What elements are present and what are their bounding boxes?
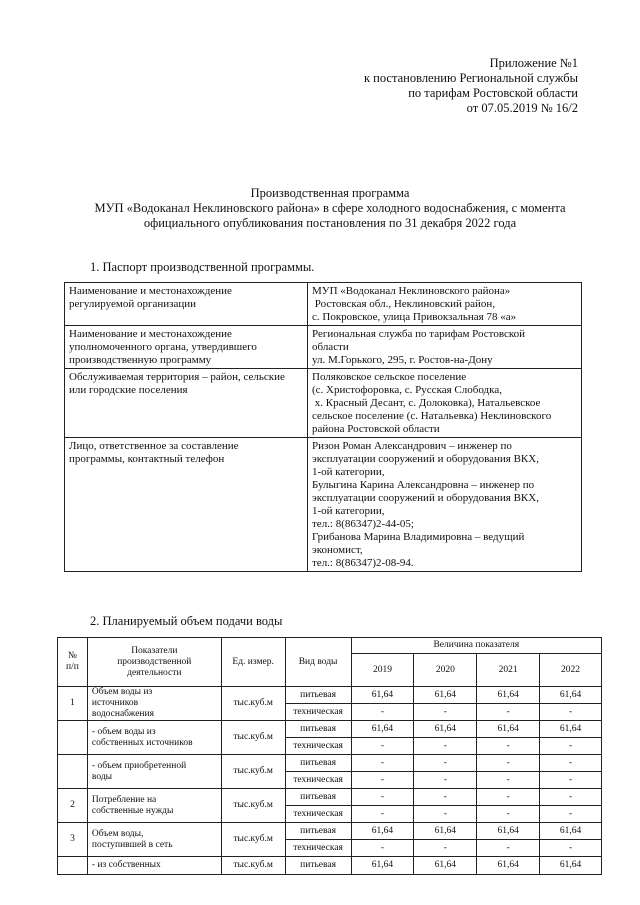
row-indicator-line: Объем воды из — [91, 687, 153, 697]
value-cell: - — [540, 738, 602, 755]
value-cell: - — [477, 755, 540, 772]
passport-value — [308, 283, 582, 326]
passport-value — [308, 438, 582, 572]
document-title — [60, 186, 600, 231]
passport-row — [65, 326, 582, 369]
header-year: 2019 — [351, 654, 414, 687]
value-cell: - — [540, 704, 602, 721]
header-indicator-line: деятельности — [127, 667, 182, 678]
passport-value-line: с. Покровское, улица Привокзальная 78 «а» — [312, 311, 517, 323]
passport-value-line: Ростовская обл., Неклиновский район, — [312, 298, 496, 310]
volume-row — [58, 789, 602, 806]
value-cell: 61,64 — [351, 687, 414, 704]
passport-label-line: Наименование и местонахождение — [69, 285, 232, 297]
value-cell: 61,64 — [540, 687, 602, 704]
appendix-line: по тарифам Ростовской области — [408, 86, 578, 100]
header-indicator-line: Показатели — [131, 645, 178, 656]
value-cell: - — [414, 806, 477, 823]
volume-row — [58, 687, 602, 704]
row-indicator — [87, 857, 221, 875]
row-unit: тыс.куб.м — [221, 857, 285, 875]
row-indicator — [87, 721, 221, 755]
passport-label-line: Лицо, ответственное за составление — [69, 440, 239, 452]
passport-value-line: 1-ой категории, — [312, 466, 385, 478]
row-num: 2 — [58, 789, 88, 823]
volume-row — [58, 823, 602, 840]
passport-row — [65, 283, 582, 326]
value-cell: 61,64 — [540, 857, 602, 875]
row-num: 3 — [58, 823, 88, 857]
passport-value-line: х. Красный Десант, с. Долоковка), Натальевское — [312, 397, 541, 409]
passport-row — [65, 438, 582, 572]
header-year: 2022 — [540, 654, 602, 687]
row-num — [58, 755, 88, 789]
passport-row — [65, 369, 582, 438]
header-indicator-line: производственной — [117, 656, 192, 667]
passport-value-line: эксплуатации сооружений и оборудования ВКХ, — [312, 453, 539, 465]
volume-row — [58, 755, 602, 772]
passport-value — [308, 326, 582, 369]
value-cell: - — [540, 755, 602, 772]
passport-value-line: 1-ой категории, — [312, 505, 385, 517]
passport-value-line: ул. М.Горького, 295, г. Ростов-на-Дону — [312, 354, 493, 366]
value-cell: - — [477, 772, 540, 789]
passport-label — [65, 283, 308, 326]
passport-label — [65, 438, 308, 572]
appendix-line: от 07.05.2019 № 16/2 — [466, 101, 578, 115]
passport-value-line: Ризон Роман Александрович – инженер по — [312, 440, 512, 452]
row-indicator-line: поступившей в сеть — [91, 839, 173, 850]
passport-value-line: экономист, — [312, 544, 363, 556]
row-indicator-line: собственные нужды — [91, 805, 174, 816]
row-indicator-line: - объем воды из — [91, 726, 156, 737]
row-unit: тыс.куб.м — [221, 823, 285, 857]
passport-value-line: Региональная служба по тарифам Ростовской — [312, 328, 526, 340]
header-indicator — [87, 638, 221, 687]
value-cell: - — [540, 840, 602, 857]
appendix-header — [364, 56, 578, 116]
title-line: Производственная программа — [250, 186, 410, 200]
header-num-line: № — [67, 651, 77, 661]
header-water-type: Вид воды — [285, 638, 351, 687]
volume-row — [58, 857, 602, 875]
row-unit: тыс.куб.м — [221, 789, 285, 823]
row-water-type: питьевая — [285, 755, 351, 772]
row-indicator — [87, 755, 221, 789]
value-cell: 61,64 — [477, 721, 540, 738]
row-water-type: техническая — [285, 704, 351, 721]
row-water-type: питьевая — [285, 687, 351, 704]
row-num — [58, 721, 88, 755]
title-line: официального опубликования постановления по 31 декабря 2022 года — [143, 216, 517, 230]
value-cell: - — [477, 704, 540, 721]
passport-value-line: района Ростовской области — [312, 423, 440, 435]
row-indicator-line: источников — [91, 698, 139, 708]
value-cell: - — [414, 772, 477, 789]
value-cell: - — [351, 789, 414, 806]
row-water-type: техническая — [285, 806, 351, 823]
row-indicator — [87, 789, 221, 823]
row-indicator-line: - из собственных — [91, 860, 161, 870]
value-cell: - — [540, 789, 602, 806]
passport-label-line: или городские поселения — [69, 384, 188, 396]
passport-value-line: тел.: 8(86347)2-44-05; — [312, 518, 414, 530]
passport-table — [64, 282, 582, 572]
header-year: 2020 — [414, 654, 477, 687]
passport-label — [65, 369, 308, 438]
value-cell: - — [477, 806, 540, 823]
row-water-type: питьевая — [285, 823, 351, 840]
header-value-group: Величина показателя — [351, 638, 601, 654]
passport-value-line: эксплуатации сооружений и оборудования ВКХ, — [312, 492, 539, 504]
value-cell: - — [414, 840, 477, 857]
row-num — [58, 857, 88, 875]
value-cell: - — [351, 738, 414, 755]
appendix-line: Приложение №1 — [489, 56, 578, 70]
passport-value-line: области — [312, 341, 349, 353]
value-cell: - — [414, 738, 477, 755]
passport-label-line: Обслуживаемая территория – район, сельские — [69, 371, 285, 383]
header-num-line: п/п — [66, 662, 79, 672]
value-cell: - — [477, 840, 540, 857]
row-water-type: техническая — [285, 840, 351, 857]
value-cell: 61,64 — [540, 823, 602, 840]
value-cell: 61,64 — [540, 721, 602, 738]
value-cell: - — [351, 704, 414, 721]
value-cell: 61,64 — [477, 687, 540, 704]
row-indicator-line: - объем приобретенной — [91, 760, 187, 771]
passport-label-line: программы, контактный телефон — [69, 453, 225, 465]
passport-value-line: Поляковское сельское поселение — [312, 371, 467, 383]
value-cell: - — [414, 704, 477, 721]
passport-value-line: тел.: 8(86347)2-08-94. — [312, 557, 414, 569]
passport-label-line: производственную программу — [69, 354, 212, 366]
passport-value-line: Грибанова Марина Владимировна – ведущий — [312, 531, 525, 543]
row-indicator — [87, 687, 221, 721]
row-water-type: техническая — [285, 738, 351, 755]
value-cell: - — [477, 738, 540, 755]
row-num: 1 — [58, 687, 88, 721]
row-indicator-line: водоснабжения — [91, 709, 154, 719]
value-cell: 61,64 — [351, 823, 414, 840]
value-cell: 61,64 — [477, 823, 540, 840]
passport-value-line: МУП «Водоканал Неклиновского района» — [312, 285, 511, 297]
value-cell: 61,64 — [477, 857, 540, 875]
row-indicator-line: Объем воды, — [91, 828, 144, 839]
title-line: МУП «Водоканал Неклиновского района» в сфере холодного водоснабжения, с момента — [94, 201, 566, 215]
row-indicator-line: воды — [91, 771, 113, 782]
passport-value-line: сельское поселение (с. Натальевка) Неклиновского — [312, 410, 552, 422]
passport-value-line: Булыгина Карина Александровна – инженер по — [312, 479, 535, 491]
value-cell: 61,64 — [414, 687, 477, 704]
value-cell: 61,64 — [414, 823, 477, 840]
row-indicator-line: собственных источников — [91, 737, 193, 748]
value-cell: - — [351, 806, 414, 823]
value-cell: - — [414, 755, 477, 772]
row-unit: тыс.куб.м — [221, 721, 285, 755]
row-water-type: питьевая — [285, 857, 351, 875]
value-cell: 61,64 — [351, 721, 414, 738]
value-cell: 61,64 — [414, 857, 477, 875]
row-indicator — [87, 823, 221, 857]
header-unit: Ед. измер. — [221, 638, 285, 687]
passport-value-line: (с. Христофоровка, с. Русская Слободка, — [312, 384, 502, 396]
value-cell: - — [351, 840, 414, 857]
row-unit: тыс.куб.м — [221, 687, 285, 721]
passport-label-line: уполномоченного органа, утвердившего — [69, 341, 257, 353]
passport-value — [308, 369, 582, 438]
header-year: 2021 — [477, 654, 540, 687]
row-unit: тыс.куб.м — [221, 755, 285, 789]
value-cell: - — [351, 755, 414, 772]
row-water-type: питьевая — [285, 789, 351, 806]
value-cell: - — [540, 772, 602, 789]
value-cell: - — [414, 789, 477, 806]
appendix-line: к постановлению Региональной службы — [363, 71, 578, 85]
row-indicator-line: Потребление на — [91, 794, 157, 805]
value-cell: - — [540, 806, 602, 823]
section-1-heading: 1. Паспорт производственной программы. — [90, 260, 315, 274]
value-cell: 61,64 — [414, 721, 477, 738]
value-cell: - — [477, 789, 540, 806]
header-num — [58, 638, 88, 687]
section-2-heading: 2. Планируемый объем подачи воды — [90, 614, 283, 628]
value-cell: - — [351, 772, 414, 789]
passport-label — [65, 326, 308, 369]
volume-row — [58, 721, 602, 738]
water-volume-table — [57, 637, 602, 875]
row-water-type: техническая — [285, 772, 351, 789]
passport-label-line: Наименование и местонахождение — [69, 328, 232, 340]
value-cell: 61,64 — [351, 857, 414, 875]
row-water-type: питьевая — [285, 721, 351, 738]
passport-label-line: регулируемой организации — [69, 298, 197, 310]
